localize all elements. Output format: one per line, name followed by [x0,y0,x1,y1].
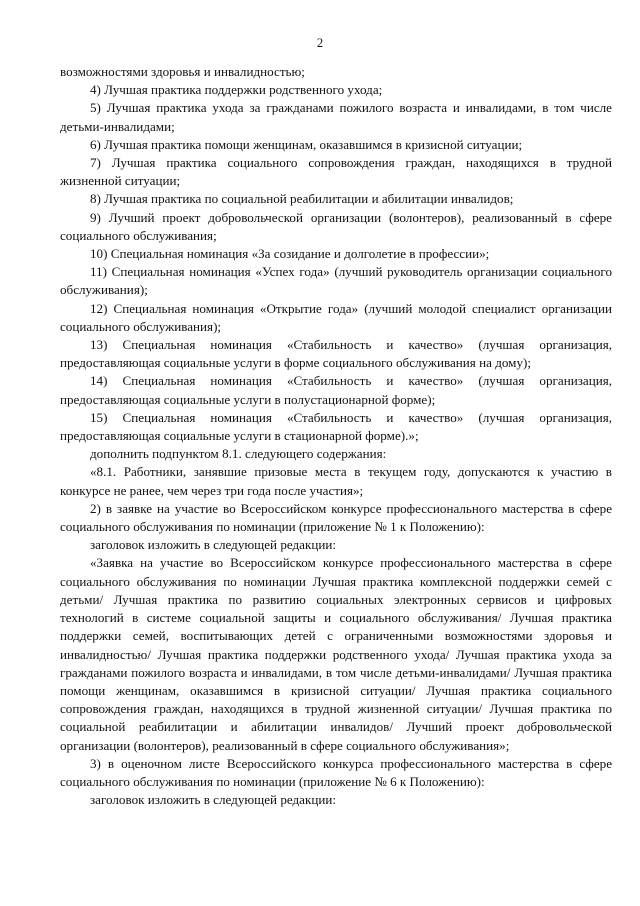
paragraph-continuation: возможностями здоровья и инвалидностью; [60,64,305,79]
heading-instruction: заголовок изложить в следующей редакции: [90,792,336,808]
section-3-heading: 3) в оценочном листе Всероссийского конкурса профессионального мастерства в сфере социального обслуживания по номинации (приложение № 6 к Положению): [60,755,612,789]
list-item-14: 14) Специальная номинация «Стабильность и качество» (лучшая организация, предоставляющая социальные услуги в полустационарной форме); [60,373,612,407]
list-item-13: 13) Специальная номинация «Стабильность и качество» (лучшая организация, предоставляющая социальные услуги в форме социального обслуживания на дому); [60,337,612,371]
list-item-10: 10) Специальная номинация «За созидание и долголетие в профессии»; [90,246,490,262]
heading-instruction: заголовок изложить в следующей редакции: [90,537,336,553]
document-body [60,63,612,809]
application-title-text: «Заявка на участие во Всероссийском конкурсе профессионального мастерства в сфере социального обслуживания по номинации Лучшая практика комплексной поддержки семей с детьми/ Лучшая практика по развитию социальных электронных сервисов и цифровых технологий в системе социальной защиты и социального обслуживания/ Лучшая практика поддержки семей, воспитывающих детей с ограниченными возможностями здоровья и инвалидностью/ Лучшая практика поддержки родственного ухода/ Лучшая практика ухода за гражданами пожилого возраста и инвалидами, в том числе детьми-инвалидами/ Лучшая практика помощи женщинам, оказавшимся в кризисной ситуации/ Лучшая практика социального сопровождения граждан, находящихся в трудной жизненной ситуации/ Лучшая практика по социальной реабилитации и абилитации инвалидов/ Лучший проект добровольческой организации (волонтеров), реализованный в сфере социального обслуживания»; [60,555,612,753]
section-2-heading: 2) в заявке на участие во Всероссийском конкурсе профессионального мастерства в сфере социального обслуживания по номинации (приложение № 1 к Положению): [60,500,612,535]
list-item-8: 8) Лучшая практика по социальной реабилитации и абилитации инвалидов; [90,191,514,207]
list-item-6: 6) Лучшая практика помощи женщинам, оказавшимся в кризисной ситуации; [90,136,523,152]
subpoint-8-1: «8.1. Работники, занявшие призовые места в текущем году, допускаются к участию в конкурсе не ранее, чем через три года после участия»; [60,464,612,498]
list-item-4: 4) Лучшая практика поддержки родственного ухода; [90,82,383,98]
list-item-5: 5) Лучшая практика ухода за гражданами пожилого возраста и инвалидами, в том числе детьми-инвалидами; [60,100,612,134]
amendment-intro: дополнить подпунктом 8.1. следующего содержания: [90,446,387,462]
list-item-15: 15) Специальная номинация «Стабильность и качество» (лучшая организация, предоставляющая социальные услуги в стационарной форме).»; [60,409,612,444]
list-item-12: 12) Специальная номинация «Открытие года» (лучший молодой специалист организации социального обслуживания); [60,300,612,334]
list-item-9: 9) Лучший проект добровольческой организации (волонтеров), реализованный в сфере социального обслуживания; [60,209,612,243]
page-number: 2 [316,36,324,50]
list-item-7: 7) Лучшая практика социального сопровождения граждан, находящихся в трудной жизненной ситуации; [60,155,612,189]
list-item-11: 11) Специальная номинация «Успех года» (лучший руководитель организации социального обслуживания); [60,264,612,298]
